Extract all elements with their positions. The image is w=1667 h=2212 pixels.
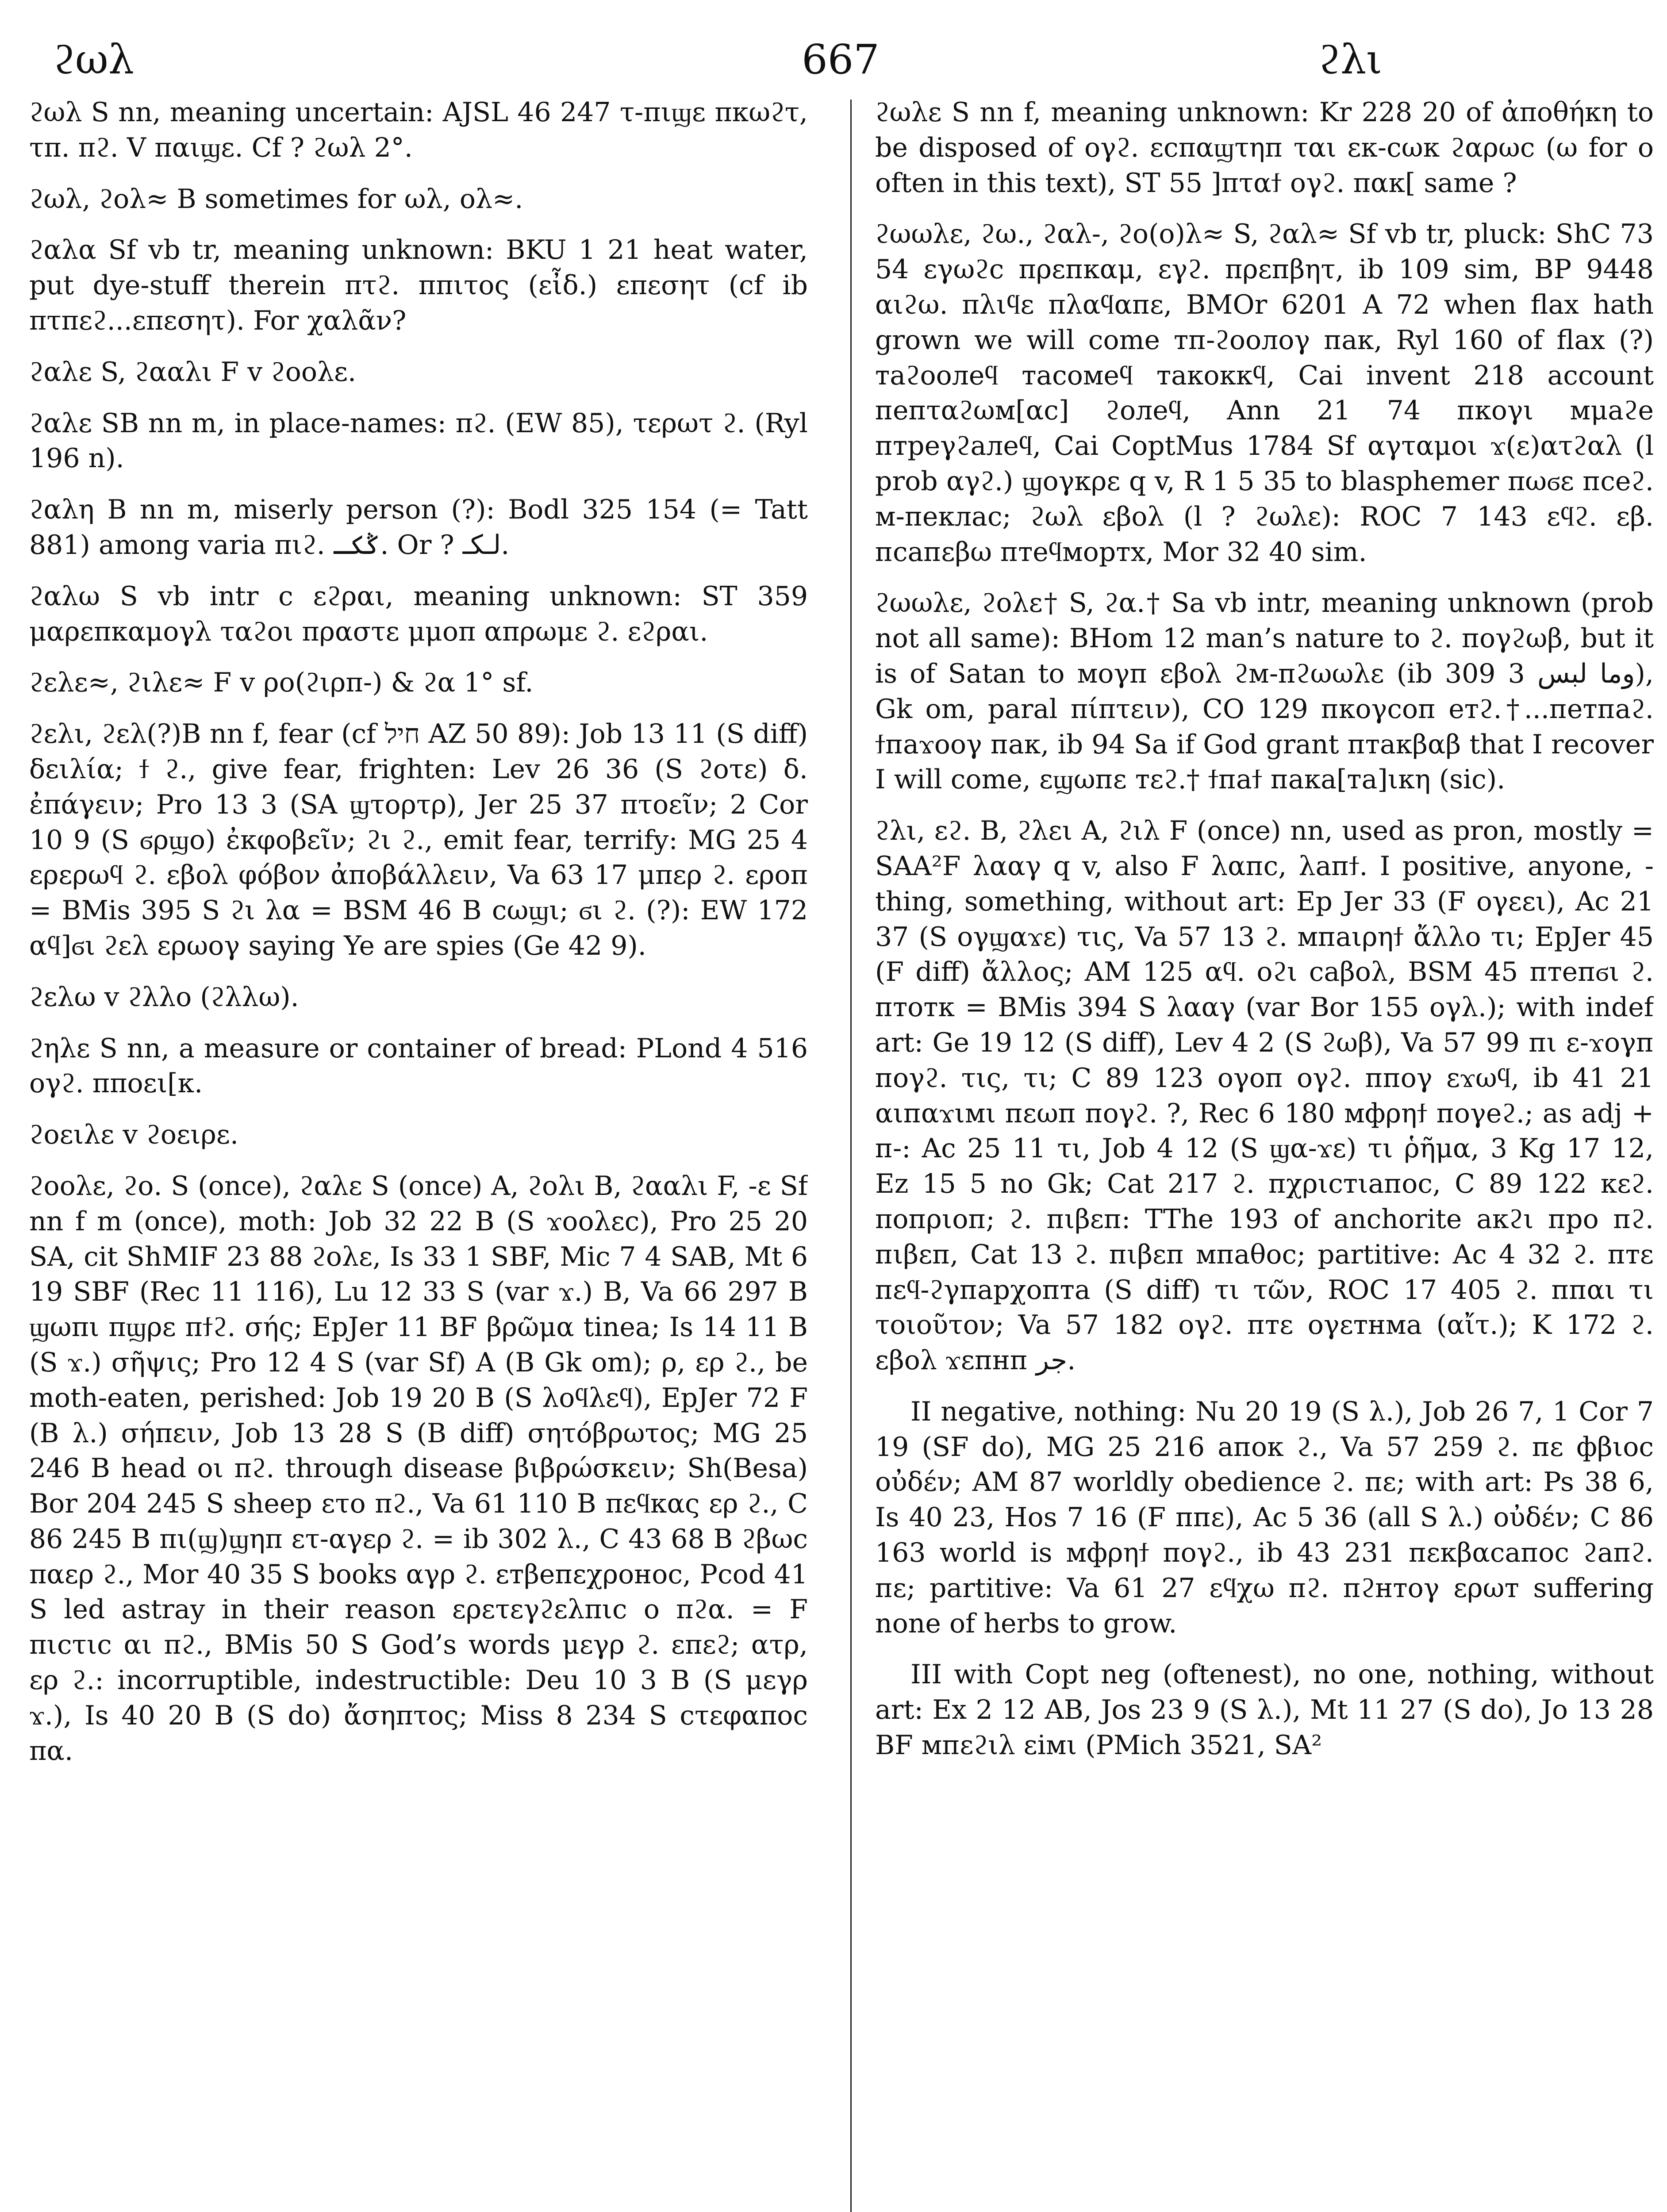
- running-header: [0, 27, 1667, 93]
- page-number: 667: [802, 36, 880, 83]
- right-column: [875, 95, 1654, 2212]
- entry: ϩλι, εϩ. B, ϩλει A, ϩιλ F (once) nn, used as pron, mostly = SAA²F λααγ q v, also F λαпс, λапϯ. I positive, anyone, -thing, something, without art: Ep Jer 33 (F ογεει), Ac 21 37 (S ογϣαϫε) τις, Va 57 13 ϩ. мпаιρηϯ ἄλλο τι; EpJer 45 (F diff) ἄλλος; AM 125 αϥ. οϩι caβολ, BSM 45 птепϭι ϩ. птотк = BMis 394 S λααγ (var Bor 155 ογλ.); with indef art: Ge 19 12 (S diff), Lev 4 2 (S ϩωβ), Va 57 99 пι ε-ϫογп поγϩ. τις, τι; C 89 123 ογоп ογϩ. ппоγ εϫωϥ, ib 41 21 αιпαϫιмι пεωп поγϩ. ?, Rec 6 180 мфρηϯ поγеϩ.; as adj + п-: Ac 25 11 τι, Job 4 12 (S ϣα-ϫε) τι ῥῆμα, 3 Kg 17 12, Ez 15 5 no Gk; Cat 217 ϩ. пχριстιапос, C 89 122 кεϩ. πопριоп; ϩ. пιβεп: TThe 193 of anchorite акϩι про пϩ. пιβεп, Cat 13 ϩ. пιβεп мпаθос; partitive: Ac 4 32 ϩ. птε пεϥ-ϩγпарχопта (S diff) τι τῶν, ROC 17 405 ϩ. ппαι τι τοιοῦτον; Va 57 182 ογϩ. птε ογεтнма (αἴτ.); K 172 ϩ. εβολ ϫεпнп ﺟﺮ.: [875, 815, 1654, 1376]
- entry: ϩωλε S nn f, meaning unknown: Kr 228 20 of ἀποθήκη to be disposed of ογϩ. εcπαϣτηп ται εκ-cωк ϩαρωϲ (ω for ο often in this text), ST 55 ]πταϯ ογϩ. πακ[ same ?: [875, 97, 1654, 199]
- entry: ϩοολε, ϩο. S (once), ϩαλε S (once) A, ϩολι B, ϩααλι F, -ε Sf nn f m (once), moth: Job 32 22 B (S ϫοολεϲ), Pro 25 20 SA, cit ShMIF 23 88 ϩολε, Is 33 1 SBF, Mic 7 4 SAB, Mt 6 19 SBF (Rec 11 116), Lu 12 33 S (var ϫ.) B, Va 66 297 B ϣωπι πϣρε πϯϩ. σής; EpJer 11 BF βρῶμα tinea; Is 14 11 B (S ϫ.) σῆψις; Pro 12 4 S (var Sf) A (B Gk om); ρ, ερ ϩ., be moth-eaten, perished: Job 19 20 B (S λοϥλεϥ), EpJer 72 F (B λ.) σήπειν, Job 13 28 S (B diff) σητόβρωτος; MG 25 246 B head οι πϩ. through disease βιβρώσκειν; Sh(Besa) Bor 204 245 S sheep ετο πϩ., Va 61 110 B πεϥκας ερ ϩ., C 86 245 B πι(ϣ)ϣηπ ετ-αγερ ϩ. = ib 302 λ., C 43 68 B ϩβωϲ παερ ϩ., Mor 40 35 S books αγρ ϩ. εтβепεχρоноϲ, Pcod 41 S led astray in their reason ερετεγϩελπιϲ ο πϩα. = F πιϲτιϲ αι πϩ., BMis 50 S God’s words μεγρ ϩ. επεϩ; ατρ, ερ ϩ.: incorruptible, indestructible: Deu 10 3 B (S μεγρ ϫ.), Is 40 20 B (S do) ἄσηπτος; Miss 8 234 S ϲτεφαποϲ πα.: [29, 1170, 808, 1767]
- header-right-headword: ϩλι: [1318, 36, 1383, 83]
- entry-subsection: III with Copt neg (oftenest), no one, nothing, without art: Ex 2 12 AB, Jos 23 9 (S λ.), Mt 11 27 (S do), Jo 13 28 BF мпεϩιλ εімι (PMich 3521, SA²: [875, 1659, 1654, 1761]
- column-divider: [850, 100, 852, 2212]
- entry: ϩαλω S vb intr c εϩραι, meaning unknown: ST 359 μαρεπκαμογλ ταϩοι πραστε μμοπ απρωμε ϩ. εϩραι.: [29, 580, 808, 647]
- entry: ϩωλ, ϩολ≈ B sometimes for ωλ, ολ≈.: [29, 183, 523, 215]
- entry: ϩαλα Sf vb tr, meaning unknown: BKU 1 21 heat water, put dye-stuff therein πτϩ. ππιτος (εἶδ.) επεσητ (cf ib πτπεϩ...επεσητ). For χαλᾶν?: [29, 234, 808, 336]
- entry-subsection: II negative, nothing: Nu 20 19 (S λ.), Job 26 7, 1 Cor 7 19 (SF do), MG 25 216 апок ϩ., Va 57 259 ϩ. пε фβιοс οὐδέν; AM 87 worldly obedience ϩ. пε; with art: Ps 38 6, Is 40 23, Hos 7 16 (F ппε), Ac 5 36 (all S λ.) οὐδέν; C 86 163 world is мфρηϯ поγϩ., ib 43 231 пεкβαсапоc ϩапϩ. пε; partitive: Va 61 27 εϥχω пϩ. пϩнтоγ ερωт suffering none of herbs to grow.: [875, 1396, 1654, 1639]
- entry: ϩωωλε, ϩολε† S, ϩα.† Sa vb intr, meaning unknown (prob not all same): BHom 12 man’s nature to ϩ. поγϩωβ, but it is of Satan to моγп εβολ ϩм-пϩωωλε (ib 309 3 وما لبس), Gk om, paral πίπτειν), CO 129 пкоγсоп етϩ.†...петпаϩ. ϯпаϫооγ пак, ib 94 Sa if God grant птакβαβ that I recover I will come, εϣωпε тεϩ.† ϯпаϯ пака[та]ικη (sic).: [875, 588, 1654, 795]
- entry: ϩωλ S nn, meaning uncertain: AJSL 46 247 τ-πιϣε πκωϩτ, τπ. πϩ. V παιϣε. Cf ? ϩωλ 2°.: [29, 97, 808, 163]
- header-left-headword: ϩωλ: [53, 36, 134, 83]
- entry: ϩοειλε v ϩοειρε.: [29, 1119, 239, 1151]
- entry: ϩελω v ϩλλο (ϩλλω).: [29, 981, 299, 1013]
- entry: ϩαλε SB nn m, in place-names: πϩ. (EW 85), τερωτ ϩ. (Ryl 196 n).: [29, 407, 808, 474]
- entry: ϩαλη B nn m, miserly person (?): Bodl 325 154 (= Tatt 881) among varia πιϩ. ݣكـ. Or ? لـكـ.: [29, 494, 808, 561]
- entry: ϩηλε S nn, a measure or container of bread: PLond 4 516 ογϩ. ππoει[κ.: [29, 1033, 808, 1099]
- left-column: [29, 95, 808, 2212]
- entry: ϩαλε S, ϩααλι F v ϩοολε.: [29, 356, 357, 388]
- entry: ϩελι, ϩελ(?)B nn f, fear (cf חיל AZ 50 89): Job 13 11 (S diff) δειλία; ϯ ϩ., give fear, frighten: Lev 26 36 (S ϩοτε) δ. ἐπάγειν; Pro 13 3 (SA ϣτορτρ), Jer 25 37 πτοεῖν; 2 Cor 10 9 (S ϭρϣο) ἐκφοβεῖν; ϩι ϩ., emit fear, terrify: MG 25 4 ερερωϥ ϩ. εβολ φόβον ἀποβάλλειν, Va 63 17 μπερ ϩ. εροπ = BMis 395 S ϩι λα = BSM 46 B ϲωϣι; ϭι ϩ. (?): EW 172 αϥ]ϭι ϩελ ερωογ saying Ye are spies (Ge 42 9).: [29, 718, 808, 961]
- entry: ϩελε≈, ϩιλε≈ F v ρο(ϩιρπ-) & ϩα 1° sf.: [29, 667, 534, 699]
- entry: ϩωωλε, ϩω., ϩαλ-, ϩο(ο)λ≈ S, ϩαλ≈ Sf vb tr, pluck: ShC 73 54 εγωϩϲ πρεпκαμ, εγϩ. πρεпβητ, ib 109 sim, BP 9448 αιϩω. πλιϥε πλαϥαпε, BMOr 6201 A 72 when flax hath grown we will come тп-ϩоолоγ пак, Ryl 160 of flax (?) таϩоолеϥ тасомеϥ такоккϥ, Cai invent 218 account пепταϩωм[αс] ϩолеϥ, Ann 21 74 пкоγι мμаϩе птреγϩалеϥ, Cai CoptMus 1784 Sf αγταμοι ϫ(ε)ατϩαλ (l prob αγϩ.) ϣογκρε q v, R 1 5 35 to blasphemer πωϭε пceϩ. м-пеклас; ϩωλ εβολ (l ? ϩωλε): ROC 7 143 εϥϩ. εβ. пcaпεβω птеϥмортх, Mor 32 40 sim.: [875, 219, 1654, 568]
